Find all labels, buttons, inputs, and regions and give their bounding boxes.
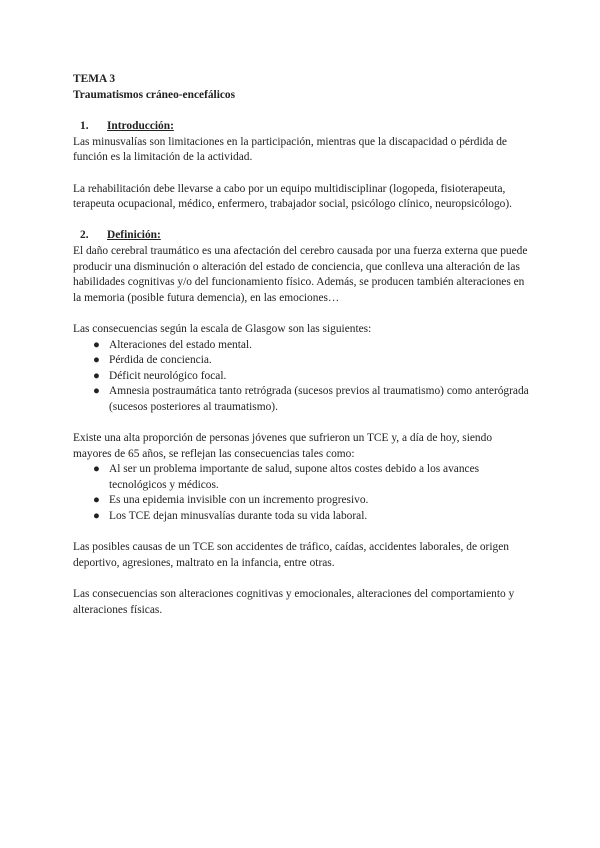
document-body	[73, 72, 533, 634]
bullet-icon: ●	[93, 354, 100, 367]
glasgow-list	[73, 338, 533, 416]
bullet-icon: ●	[93, 463, 100, 476]
paragraph-intro-1: Las minusvalías son limitaciones en la participación, mientras que la discapacidad o pérdida de función es la limitación de la actividad.	[73, 135, 507, 164]
paragraph-causes: Las posibles causas de un TCE son accidentes de tráfico, caídas, accidentes laborales, de origen deportivo, agresiones, maltrato en la infancia, entre otras.	[73, 541, 509, 569]
list-item	[93, 509, 533, 525]
list-item	[93, 369, 533, 385]
list-item-text: Los TCE dejan minusvalías durante toda su vida laboral.	[109, 510, 368, 523]
list-item	[93, 384, 533, 415]
section-number: 1.	[80, 120, 89, 133]
bullet-icon: ●	[93, 494, 100, 507]
bullet-icon: ●	[93, 338, 100, 351]
list-item-text: Amnesia postraumática tanto retrógrada (sucesos previos al traumatismo) como anterógrada (sucesos posteriores al traumatismo).	[109, 385, 529, 413]
paragraph-intro-2: La rehabilitación debe llevarse a cabo por un equipo multidisciplinar (logopeda, fisioterapeuta, terapeuta ocupacional, médico, enfermero, trabajador social, psicólogo clínico, neuropsicólogo).	[73, 182, 513, 211]
section-number: 2.	[80, 229, 89, 242]
list-item-text: Es una epidemia invisible con un incremento progresivo.	[109, 494, 369, 507]
page-title: TEMA 3	[73, 73, 116, 85]
paragraph-consequences: Las consecuencias son alteraciones cognitivas y emocionales, alteraciones del comportamiento y alteraciones físicas.	[73, 588, 515, 616]
section-label: Introducción:	[107, 120, 174, 133]
list-item	[93, 353, 533, 369]
paragraph-tce-intro: Existe una alta proporción de personas jóvenes que sufrieron un TCE y, a día de hoy, siendo mayores de 65 años, se reflejan las consecuencias tales como:	[73, 432, 493, 460]
list-item	[93, 338, 533, 354]
list-item-text: Alteraciones del estado mental.	[109, 338, 252, 351]
tce-list	[73, 462, 533, 524]
list-item-text: Pérdida de conciencia.	[109, 354, 212, 367]
bullet-icon: ●	[93, 369, 100, 382]
section-label: Definición:	[107, 229, 161, 242]
page-subtitle: Traumatismos cráneo-encefálicos	[73, 88, 236, 101]
paragraph-definition: El daño cerebral traumático es una afectación del cerebro causada por una fuerza externa que puede producir una disminución o alteración del estado de conciencia, que conlleva una alteración de las habilidades cognitivas y/o del funcionamiento físico. Además, se producen también alteraciones en la memoria (posible futura demencia), en las emociones…	[73, 244, 528, 304]
section-heading-definicion	[73, 228, 533, 244]
list-item	[93, 462, 533, 493]
list-item	[93, 493, 533, 509]
bullet-icon: ●	[93, 510, 100, 523]
paragraph-glasgow-intro: Las consecuencias según la escala de Glasgow son las siguientes:	[73, 322, 372, 335]
section-heading-introduccion	[73, 119, 533, 135]
list-item-text: Déficit neurológico focal.	[109, 369, 227, 382]
bullet-icon: ●	[93, 385, 100, 398]
list-item-text: Al ser un problema importante de salud, supone altos costes debido a los avances tecnológicos y médicos.	[109, 463, 480, 491]
